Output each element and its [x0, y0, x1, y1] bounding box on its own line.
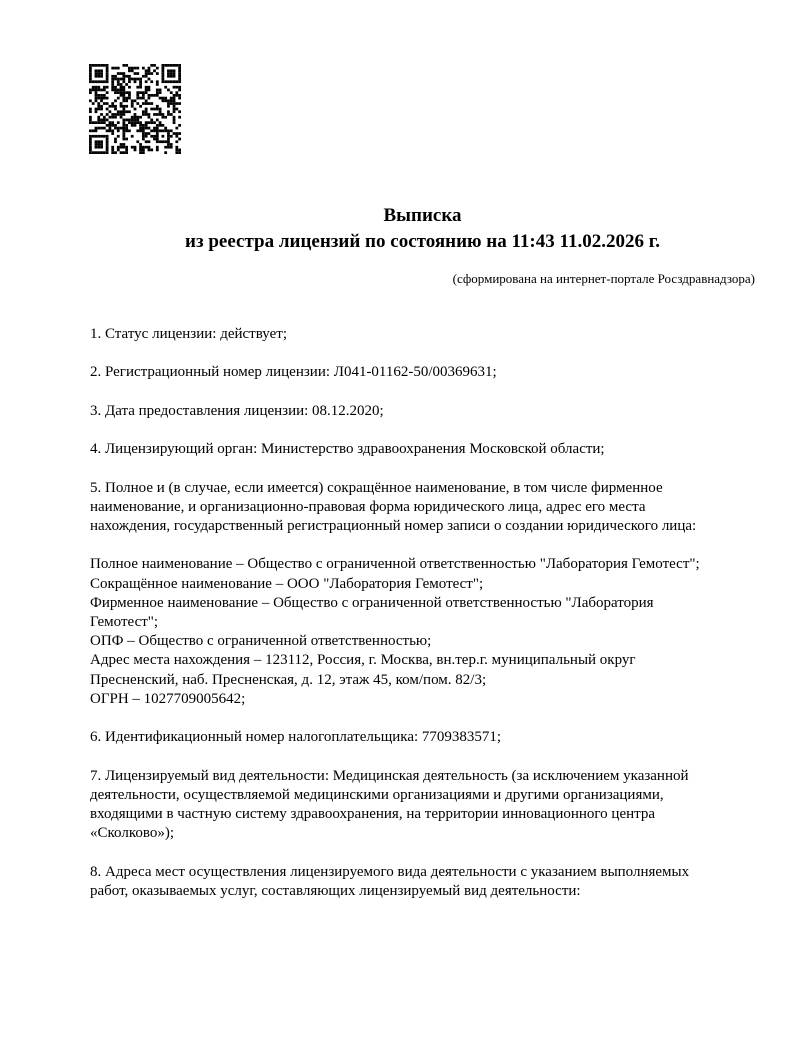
title-line-1: Выписка [383, 205, 462, 226]
paragraph-names-heading [90, 479, 755, 537]
body-line: Полное наименование – Общество с ограниченной ответственностью "Лаборатория Гемотест"; [90, 556, 700, 573]
paragraph-inn [90, 728, 755, 747]
body-line: 1. Статус лицензии: действует; [90, 326, 287, 342]
body-line: ОПФ – Общество с ограниченной ответственностью; [90, 633, 432, 650]
body-line: деятельности, осуществляемой медицинскими организациями и другими организациями, [90, 786, 664, 803]
paragraph-grant-date [90, 402, 755, 421]
body-line: 4. Лицензирующий орган: Министерство здравоохранения Московской области; [90, 441, 605, 458]
formation-note: (сформирована на интернет-портале Росздравнадзора) [452, 271, 755, 286]
body-line: 2. Регистрационный номер лицензии: Л041-01162-50/00369631; [90, 364, 497, 381]
document-body [90, 325, 755, 901]
document-content [90, 0, 755, 901]
document-title [90, 203, 755, 255]
body-line: «Сколково»); [90, 825, 174, 842]
paragraph-reg-number [90, 363, 755, 382]
body-line: входящими в частную систему здравоохранения, на территории инновационного центра [90, 805, 656, 822]
title-line-2: из реестра лицензий по состоянию на 11:43 11.02.2026 г. [185, 231, 660, 252]
body-line: Фирменное наименование – Общество с ограниченной ответственностью "Лаборатория [90, 594, 654, 611]
paragraph-names-block [90, 555, 755, 709]
body-line: Сокращённое наименование – ООО "Лаборатория Гемотест"; [90, 575, 484, 592]
body-line: Гемотест"; [90, 613, 159, 630]
paragraph-status [90, 325, 755, 344]
paragraph-activity-type [90, 767, 755, 844]
body-line: 5. Полное и (в случае, если имеется) сокращённое наименование, в том числе фирменное [90, 479, 663, 496]
body-line: работ, оказываемых услуг, составляющих лицензируемый вид деятельности: [90, 882, 581, 899]
body-line: 6. Идентификационный номер налогоплательщика: 7709383571; [90, 729, 502, 746]
body-line: 7. Лицензируемый вид деятельности: Медицинская деятельность (за исключением указанной [90, 767, 689, 784]
body-line: 3. Дата предоставления лицензии: 08.12.2020; [90, 402, 384, 419]
body-line: Адрес места нахождения – 123112, Россия, г. Москва, вн.тер.г. муниципальный округ [90, 652, 636, 669]
paragraph-licensing-authority [90, 440, 755, 459]
body-line: Пресненский, наб. Пресненская, д. 12, этаж 45, ком/пом. 82/3; [90, 671, 487, 688]
body-line: ОГРН – 1027709005642; [90, 690, 246, 707]
body-line: наименование, и организационно-правовая форма юридического лица, адрес его места [90, 498, 646, 515]
body-line: 8. Адреса мест осуществления лицензируемого вида деятельности с указанием выполняемых [90, 863, 690, 880]
body-line: нахождения, государственный регистрационный номер записи о создании юридического лица: [90, 517, 697, 534]
paragraph-addresses-heading [90, 863, 755, 901]
